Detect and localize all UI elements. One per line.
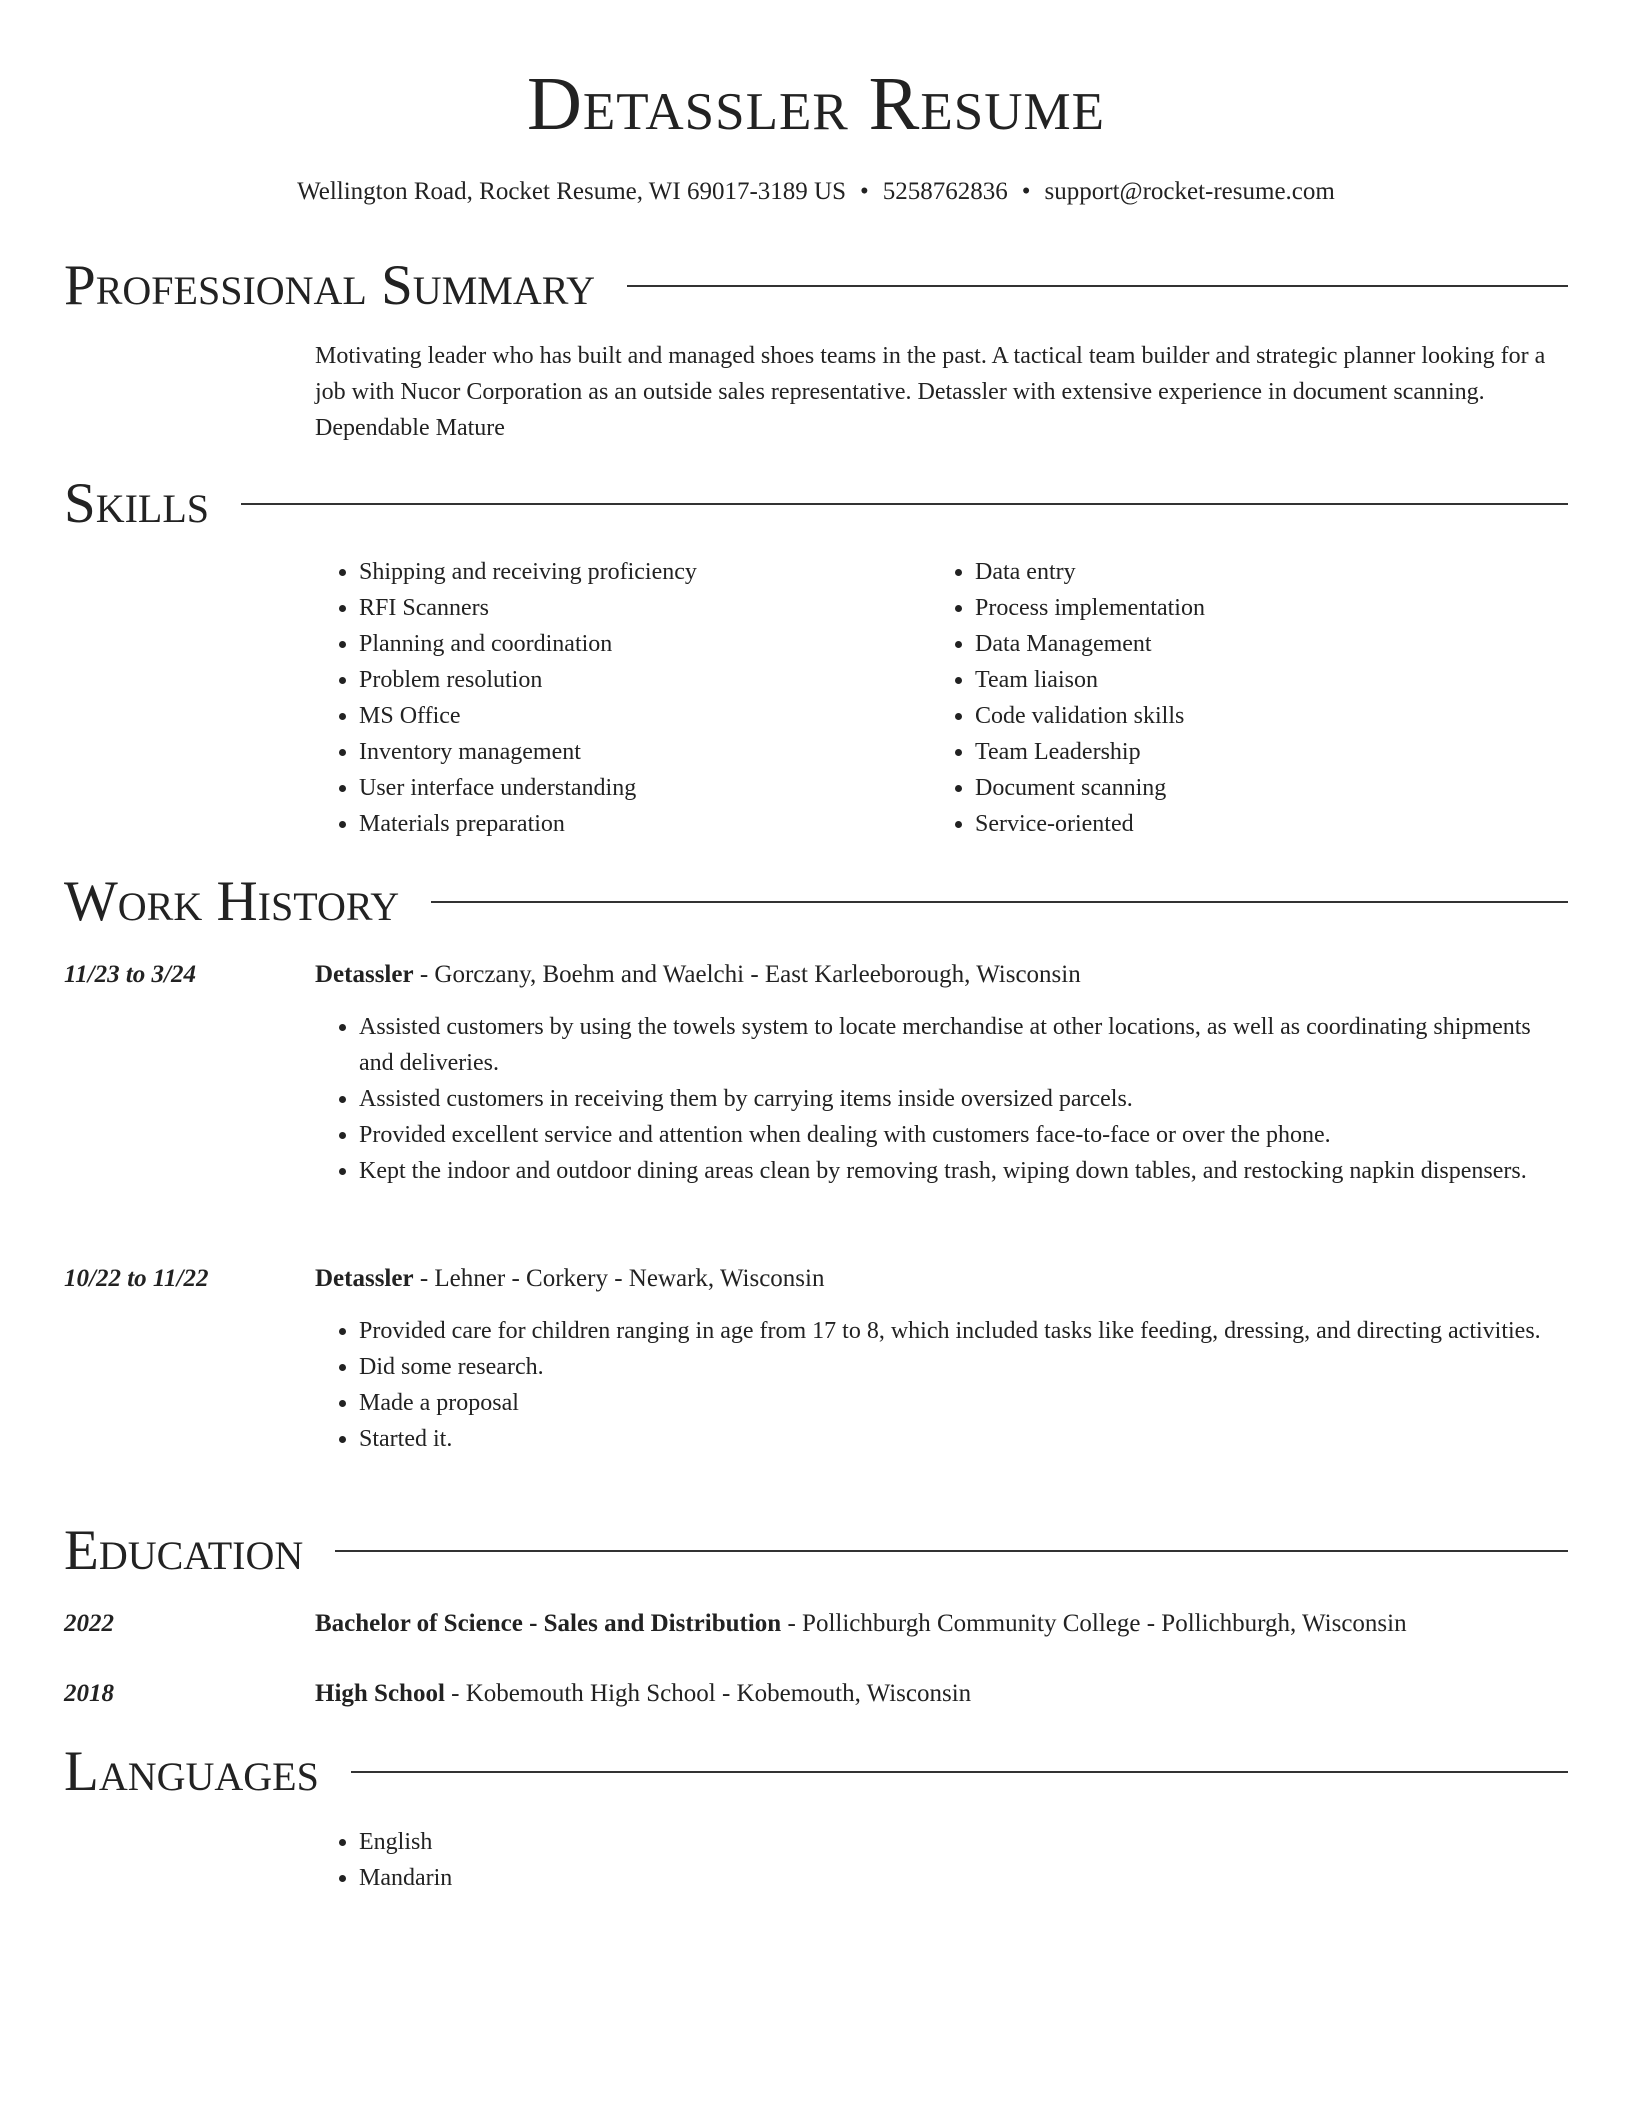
- section-divider: [335, 1550, 1568, 1552]
- job-bullet: • Did some research.: [359, 1349, 1570, 1385]
- job-bullet: • Provided care for children ranging in age from 17 to 8, which included tasks like feeding, dressing, and directing activities.: [359, 1313, 1570, 1349]
- summary-heading: Professional Summary: [64, 254, 596, 317]
- contact-email: support@rocket-resume.com: [1044, 178, 1335, 205]
- skill-item: • Problem resolution: [359, 662, 915, 698]
- job-title: Detassler: [315, 1265, 414, 1292]
- job-bullet: • Provided excellent service and attention when dealing with customers face-to-face or over the phone.: [359, 1117, 1570, 1153]
- education-degree: High School: [315, 1680, 445, 1707]
- education-entry: [315, 1606, 1575, 1642]
- job-header: [315, 1261, 1575, 1297]
- job-bullets: [315, 1009, 1570, 1189]
- education-details: - Kobemouth High School - Kobemouth, Wisconsin: [444, 1680, 972, 1707]
- skill-item: • Inventory management: [359, 734, 915, 770]
- contact-address: Wellington Road, Rocket Resume, WI 69017-3189 US: [297, 178, 847, 205]
- contact-line: [0, 174, 1632, 210]
- skill-item: • Data entry: [975, 554, 1531, 590]
- skills-section-header: [64, 468, 1568, 540]
- job-title: Detassler: [315, 961, 414, 988]
- job-bullet: • Assisted customers by using the towels system to locate merchandise at other locations, as well as coordinating shipments and deliveries.: [359, 1009, 1570, 1081]
- contact-separator: •: [1021, 178, 1031, 205]
- section-divider: [627, 285, 1568, 287]
- work-heading: Work History: [64, 870, 400, 933]
- job-header: [315, 957, 1575, 993]
- education-degree: Bachelor of Science - Sales and Distribution: [315, 1610, 782, 1637]
- job-bullets: [315, 1313, 1570, 1457]
- job-bullet: • Started it.: [359, 1421, 1570, 1457]
- contact-separator: •: [860, 178, 869, 205]
- job-details: - Gorczany, Boehm and Waelchi - East Karleeborough, Wisconsin: [413, 961, 1081, 988]
- languages-heading: Languages: [64, 1740, 319, 1803]
- language-item: • English: [359, 1824, 1570, 1860]
- summary-text: Motivating leader who has built and managed shoes teams in the past. A tactical team builder and strategic planner looking for a job with Nucor Corporation as an outside sales representative. Detassler with extensive experience in document scanning. Dependable Mature: [315, 343, 1546, 441]
- section-divider: [241, 503, 1568, 505]
- skill-item: • Service-oriented: [975, 806, 1531, 842]
- job-bullet: • Kept the indoor and outdoor dining areas clean by removing trash, wiping down tables, and restocking napkin dispensers.: [359, 1153, 1570, 1189]
- skills-left-column: [315, 554, 915, 842]
- contact-phone: 5258762836: [882, 178, 1008, 205]
- skill-item: • RFI Scanners: [359, 590, 915, 626]
- languages-section-header: [64, 1736, 1568, 1808]
- job-bullet: • Made a proposal: [359, 1385, 1570, 1421]
- skills-heading: Skills: [64, 472, 210, 535]
- skill-item: • Materials preparation: [359, 806, 915, 842]
- skill-item: • Data Management: [975, 626, 1531, 662]
- skill-item: • Process implementation: [975, 590, 1531, 626]
- skill-item: • MS Office: [359, 698, 915, 734]
- summary-section-header: [64, 250, 1568, 322]
- language-item: • Mandarin: [359, 1860, 1570, 1896]
- skill-item: • User interface understanding: [359, 770, 915, 806]
- skill-item: • Team liaison: [975, 662, 1531, 698]
- resume-title: Detassler Resume: [526, 62, 1106, 146]
- job-details: - Lehner - Corkery - Newark, Wisconsin: [413, 1265, 825, 1292]
- skill-item: • Code validation skills: [975, 698, 1531, 734]
- skills-right-column: [931, 554, 1531, 842]
- education-year: 2022: [64, 1610, 114, 1637]
- skill-item: • Shipping and receiving proficiency: [359, 554, 915, 590]
- skill-item: • Team Leadership: [975, 734, 1531, 770]
- education-entry: [315, 1676, 1575, 1712]
- education-details: - Pollichburgh Community College - Pollichburgh, Wisconsin: [781, 1610, 1407, 1637]
- job-dates: 10/22 to 11/22: [64, 1265, 209, 1292]
- section-divider: [351, 1771, 1568, 1773]
- languages-list: [315, 1824, 1570, 1896]
- education-year: 2018: [64, 1680, 114, 1707]
- skill-item: • Document scanning: [975, 770, 1531, 806]
- skill-item: • Planning and coordination: [359, 626, 915, 662]
- work-section-header: [64, 866, 1568, 938]
- section-divider: [431, 901, 1568, 903]
- education-heading: Education: [64, 1519, 304, 1582]
- job-bullet: • Assisted customers in receiving them by carrying items inside oversized parcels.: [359, 1081, 1570, 1117]
- job-dates: 11/23 to 3/24: [64, 961, 196, 988]
- education-section-header: [64, 1515, 1568, 1587]
